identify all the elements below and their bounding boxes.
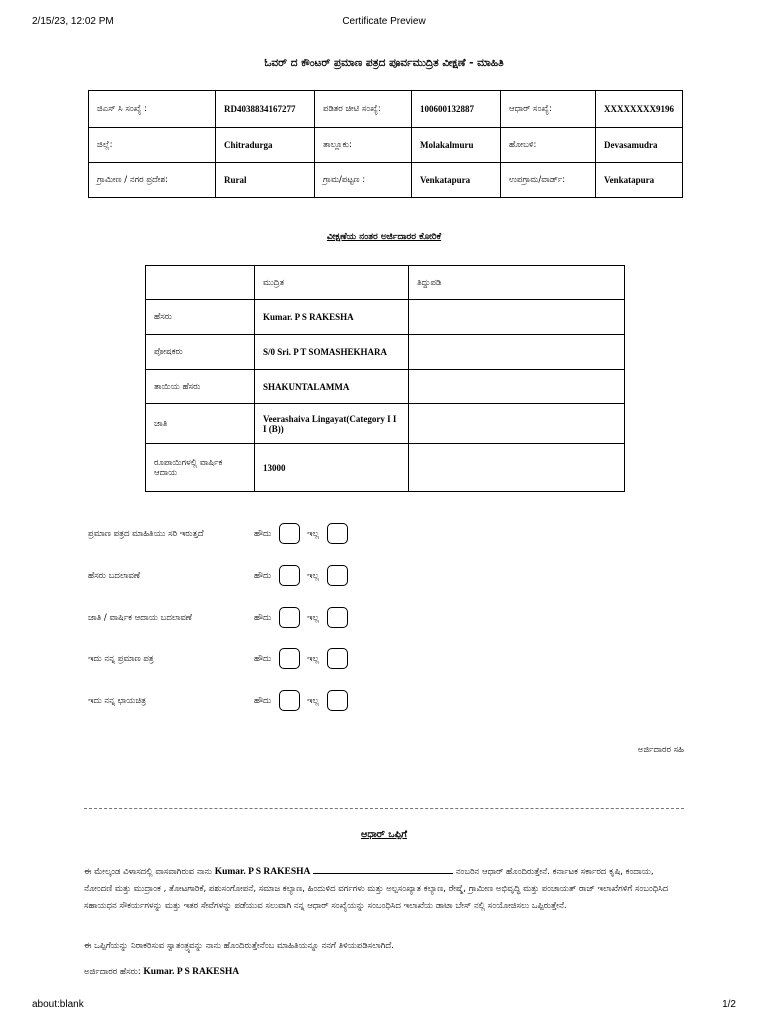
row-label: ಜಾತಿ	[146, 404, 255, 444]
district-label: ಜಿಲ್ಲೆ:	[89, 128, 216, 163]
row-label: ರೂಪಾಯಿಗಳಲ್ಲಿ ವಾರ್ಷಿಕ ಆದಾಯ	[146, 444, 255, 492]
header-empty	[146, 266, 255, 300]
no-checkbox[interactable]	[327, 690, 348, 711]
header-printed: ಮುದ್ರಿತ	[255, 266, 409, 300]
row-label: ಪೋಷಕರು	[146, 335, 255, 370]
question-label: ಇದು ನನ್ನ ಪ್ರಮಾಣ ಪತ್ರ	[88, 654, 154, 664]
row-printed: 13000	[255, 444, 409, 492]
footer-url: about:blank	[32, 999, 84, 1010]
yes-checkbox[interactable]	[279, 607, 300, 628]
table-row	[89, 163, 683, 198]
table-header-row	[146, 266, 625, 300]
aadhaar-blank-line	[313, 865, 453, 874]
question-label: ಇದು ನನ್ನ ಛಾಯಚಿತ್ರ	[88, 696, 146, 706]
gsc-label: ಜಿಎಸ್ ಸಿ ಸಂಖ್ಯೆ :	[89, 91, 216, 128]
aadhaar-value: XXXXXXXX9196	[596, 91, 683, 128]
row-printed: Kumar. P S RAKESHA	[255, 300, 409, 335]
no-label: ಇಲ್ಲ	[307, 613, 320, 623]
header-correction: ತಿದ್ದುಪಡಿ	[409, 266, 625, 300]
yes-checkbox[interactable]	[279, 565, 300, 586]
village-label: ಗ್ರಾಮ/ಪಟ್ಟಣ :	[315, 163, 412, 198]
aadhaar-label: ಆಧಾರ್ ಸಂಖ್ಯೆ:	[501, 91, 596, 128]
gsc-value: RD4038834167277	[216, 91, 315, 128]
table-row	[89, 91, 683, 128]
consent-paragraph	[84, 864, 684, 915]
row-printed: S/0 Sri. P T SOMASHEKHARA	[255, 335, 409, 370]
row-correction[interactable]	[409, 370, 625, 404]
verification-table	[145, 265, 625, 492]
yes-checkbox[interactable]	[279, 648, 300, 669]
row-label: ಹೆಸರು	[146, 300, 255, 335]
consent-applicant-name: Kumar. P S RAKESHA	[214, 867, 311, 877]
hobli-label: ಹೋಬಳಿ:	[501, 128, 596, 163]
question-row	[88, 565, 388, 589]
yes-label: ಹೌದು	[254, 696, 272, 706]
question-label: ಹೆಸರು ಬದಲಾವಣೆ	[88, 571, 141, 581]
table-row	[146, 370, 625, 404]
district-value: Chitradurga	[216, 128, 315, 163]
print-title: Certificate Preview	[342, 16, 426, 27]
info-table	[88, 90, 683, 198]
applicant-name-label: ಅರ್ಜಿದಾರರ ಹೆಸರು:	[84, 967, 141, 977]
question-row	[88, 607, 388, 631]
village-value: Venkatapura	[412, 163, 501, 198]
area-type-label: ಗ್ರಾಮೀಣ / ನಗರ ಪ್ರದೇಶ:	[89, 163, 216, 198]
row-correction[interactable]	[409, 300, 625, 335]
no-label: ಇಲ್ಲ	[307, 529, 320, 539]
no-checkbox[interactable]	[327, 523, 348, 544]
applicant-signature-label: ಅರ್ಜಿದಾರರ ಸಹಿ	[637, 745, 684, 755]
table-row	[146, 404, 625, 444]
page-number: 1/2	[722, 999, 736, 1010]
ward-value: Venkatapura	[596, 163, 683, 198]
no-checkbox[interactable]	[327, 565, 348, 586]
yes-checkbox[interactable]	[279, 690, 300, 711]
ration-card-label: ಪಡಿತರ ಚೀಟಿ ಸಂಖ್ಯೆ:	[315, 91, 412, 128]
table-row	[146, 300, 625, 335]
yes-label: ಹೌದು	[254, 571, 272, 581]
table-row	[146, 444, 625, 492]
no-label: ಇಲ್ಲ	[307, 654, 320, 664]
consent-refusal-note: ಈ ಒಪ್ಪಿಗೆಯನ್ನು ನಿರಾಕರಿಸುವ ಸ್ವಾತಂತ್ರ್ಯವನ್ನು ನಾನು ಹೊಂದಿರುತ್ತೇನೆಂಬ ಮಾಹಿತಿಯನ್ನೂ ನನಗೆ ತಿಳಿಯಪಡಿಸಲಾಗಿದೆ.	[84, 941, 394, 951]
taluk-value: Molakalmuru	[412, 128, 501, 163]
row-printed: SHAKUNTALAMMA	[255, 370, 409, 404]
verify-title: ವೀಕ್ಷಣೆಯ ನಂತರ ಅರ್ಜಿದಾರರ ಕೋರಿಕೆ	[326, 232, 442, 242]
question-label: ಪ್ರಮಾಣ ಪತ್ರದ ಮಾಹಿತಿಯು ಸರಿ ಇರುತ್ತದೆ	[88, 529, 204, 539]
consent-text-post: ನಂಬರಿನ ಆಧಾರ್ ಹೊಂದಿರುತ್ತೇನೆ. ಕರ್ನಾಟಕ ಸರ್ಕಾರದ ಕೃಷಿ, ಕಂದಾಯ, ನೋಂದಣಿ ಮತ್ತು ಮುದ್ರಾಂಕ , ತೋಟಗಾರಿಕೆ, ಪಶುಸಂಗೋಪನೆ, ಸಮಾಜ ಕಲ್ಯಾಣ, ಹಿಂದುಳಿದ ವರ್ಗಗಳು ಮತ್ತು ಅಲ್ಪಸಂಖ್ಯಾತ ಕಲ್ಯಾಣ, ರೇಷ್ಮೆ, ಗ್ರಾಮೀಣ ಅಭಿವೃದ್ಧಿ ಮತ್ತು ಪಂಚಾಯತ್ ರಾಜ್ ಇಲಾಖೆಗಳಿಗೆ ಸಂಬಂಧಿಸಿದ ಸಹಾಯಧನ ಸೌಕರ್ಯಗಳನ್ನು ಮತ್ತು ಇತರ ಸೇವೆಗಳನ್ನು ಪಡೆಯುವ ಸಲುವಾಗಿ ನನ್ನ ಆಧಾರ್ ಸಂಖ್ಯೆಯನ್ನು ಸಂಬಂಧಿಸಿದ ಇಲಾಖೆಯ ಡಾಟಾ ಬೇಸ್ ನಲ್ಲಿ ಸಂಯೋಜಿಸಲು ಒಪ್ಪಿರುತ್ತೇನೆ.	[84, 867, 669, 911]
row-printed: Veerashaiva Lingayat(Category I I I (B))	[255, 404, 409, 444]
no-label: ಇಲ್ಲ	[307, 696, 320, 706]
row-correction[interactable]	[409, 335, 625, 370]
ward-label: ಉಪಗ್ರಾಮ/ವಾರ್ಡ್:	[501, 163, 596, 198]
yes-label: ಹೌದು	[254, 529, 272, 539]
table-row	[146, 335, 625, 370]
yes-checkbox[interactable]	[279, 523, 300, 544]
table-row	[89, 128, 683, 163]
no-checkbox[interactable]	[327, 648, 348, 669]
consent-text-pre: ಈ ಮೇಲ್ಕಂಡ ವಿಳಾಸದಲ್ಲಿ ವಾಸವಾಗಿರುವ ನಾನು	[84, 867, 212, 877]
no-label: ಇಲ್ಲ	[307, 571, 320, 581]
yes-label: ಹೌದು	[254, 613, 272, 623]
row-correction[interactable]	[409, 404, 625, 444]
question-row	[88, 690, 388, 714]
question-label: ಜಾತಿ / ವಾರ್ಷಿಕ ಆದಾಯ ಬದಲಾವಣೆ	[88, 613, 192, 623]
yes-label: ಹೌದು	[254, 654, 272, 664]
section-divider	[84, 808, 684, 809]
document-title: ಓವರ್ ದ ಕೌಂಟರ್ ಪ್ರಮಾಣ ಪತ್ರದ ಪೂರ್ವಮುದ್ರಿತ ವೀಕ್ಷಣೆ - ಮಾಹಿತಿ	[264, 57, 504, 69]
ration-card-value: 100600132887	[412, 91, 501, 128]
taluk-label: ತಾಲ್ಲೂಕು:	[315, 128, 412, 163]
no-checkbox[interactable]	[327, 607, 348, 628]
hobli-value: Devasamudra	[596, 128, 683, 163]
applicant-name-line	[84, 964, 684, 981]
print-datetime: 2/15/23, 12:02 PM	[32, 16, 114, 27]
row-label: ತಾಯಿಯ ಹೆಸರು	[146, 370, 255, 404]
question-row	[88, 648, 388, 672]
consent-title: ಆಧಾರ್ ಒಪ್ಪಿಗೆ	[361, 829, 407, 840]
question-row	[88, 523, 388, 547]
applicant-name-value: Kumar. P S RAKESHA	[143, 967, 240, 977]
area-type-value: Rural	[216, 163, 315, 198]
row-correction[interactable]	[409, 444, 625, 492]
